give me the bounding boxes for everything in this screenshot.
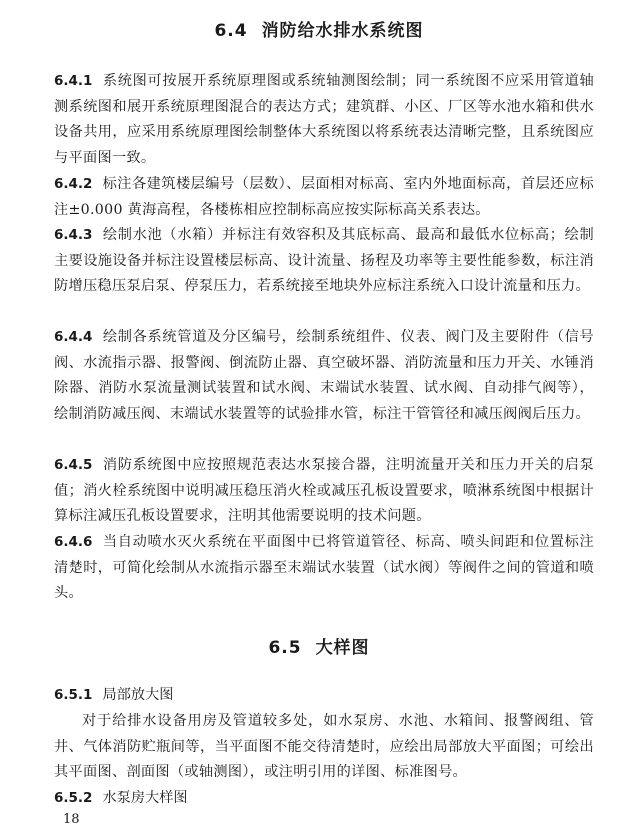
section-number: 6.5 [268,638,302,658]
section-title-text: 消防给水排水系统图 [261,21,424,41]
clause-number: 6.4.4 [54,329,93,345]
clause-text: 系统图可按展开系统原理图或系统轴测图绘制；同一系统图不应采用管道轴测系统图和展开系统原理图混合的表达方式；建筑群、小区、厂区等水池水箱和供水设备共用，应采用系统原理图绘制整体大系统图以将系统表达清晰完整，且系统图应与平面图一致。 [54,73,594,166]
clause-6-4-4 [54,325,594,427]
clause-number: 6.5.1 [54,687,93,703]
section-number: 6.4 [214,21,248,41]
clause-number: 6.5.2 [54,790,93,806]
section-6-5-title [0,633,638,658]
clause-6-4-2 [54,172,594,223]
clause-text: 绘制各系统管道及分区编号，绘制系统组件、仪表、阀门及主要附件（信号阀、水流指示器、报警阀、倒流防止器、真空破坏器、消防流量和压力开关、水锤消除器、消防水泵流量测试装置和试水阀、末端试水装置、试水阀、自动排气阀等），绘制消防减压阀、末端试水装置等的试验排水管，标注干管管径和减压阀阀后压力。 [54,329,594,422]
clause-text: 当自动喷水灭火系统在平面图中已将管道管径、标高、喷头间距和位置标注清楚时，可简化绘制从水流指示器至末端试水装置（试水阀）等阀件之间的管道和喷头。 [54,534,594,602]
clause-6-5-2-heading [54,786,594,812]
clause-6-4-6 [54,530,594,607]
clause-number: 6.4.5 [54,457,93,473]
clause-text: 绘制水池（水箱）并标注有效容积及其底标高、最高和最低水位标高；绘制主要设施设备并标注设置楼层标高、设计流量、扬程及功率等主要性能参数，标注消防增压稳压泵启泵、停泵压力，若系统接至地块外应标注系统入口设计流量和压力。 [54,227,594,295]
clause-text: 标注各建筑楼层编号（层数）、层面相对标高、室内外地面标高，首层还应标注±0.000 黄海高程，各楼栋相应控制标高应按实际标高关系表达。 [54,176,594,218]
clause-6-4-3 [54,223,594,300]
page-number: 18 [63,812,80,827]
clause-text: 消防系统图中应按照规范表达水泵接合器，注明流量开关和压力开关的启泵值；消火栓系统图中说明减压稳压消火栓或减压孔板设置要求，喷淋系统图中根据计算标注减压孔板设置要求，注明其他需要说明的技术问题。 [54,457,594,525]
clause-title: 水泵房大样图 [102,790,188,806]
clause-number: 6.4.2 [54,176,93,192]
clause-6-5-1-heading [54,683,594,709]
clause-6-4-1 [54,69,594,171]
section-title-text: 大样图 [315,638,370,658]
clause-number: 6.4.3 [54,227,93,243]
clause-text: 对于给排水设备用房及管道较多处，如水泵房、水池、水箱间、报警阀组、管井、气体消防贮瓶间等，当平面图不能交待清楚时，应绘出局部放大平面图；可绘出其平面图、剖面图（或轴测图），或注明引用的详图、标准图号。 [54,713,594,781]
section-6-4-title [0,16,638,41]
clause-6-4-5 [54,453,594,530]
clause-number: 6.4.6 [54,534,93,550]
clause-title: 局部放大图 [102,687,174,703]
clause-number: 6.4.1 [54,73,93,89]
clause-6-5-1-body [54,709,594,786]
